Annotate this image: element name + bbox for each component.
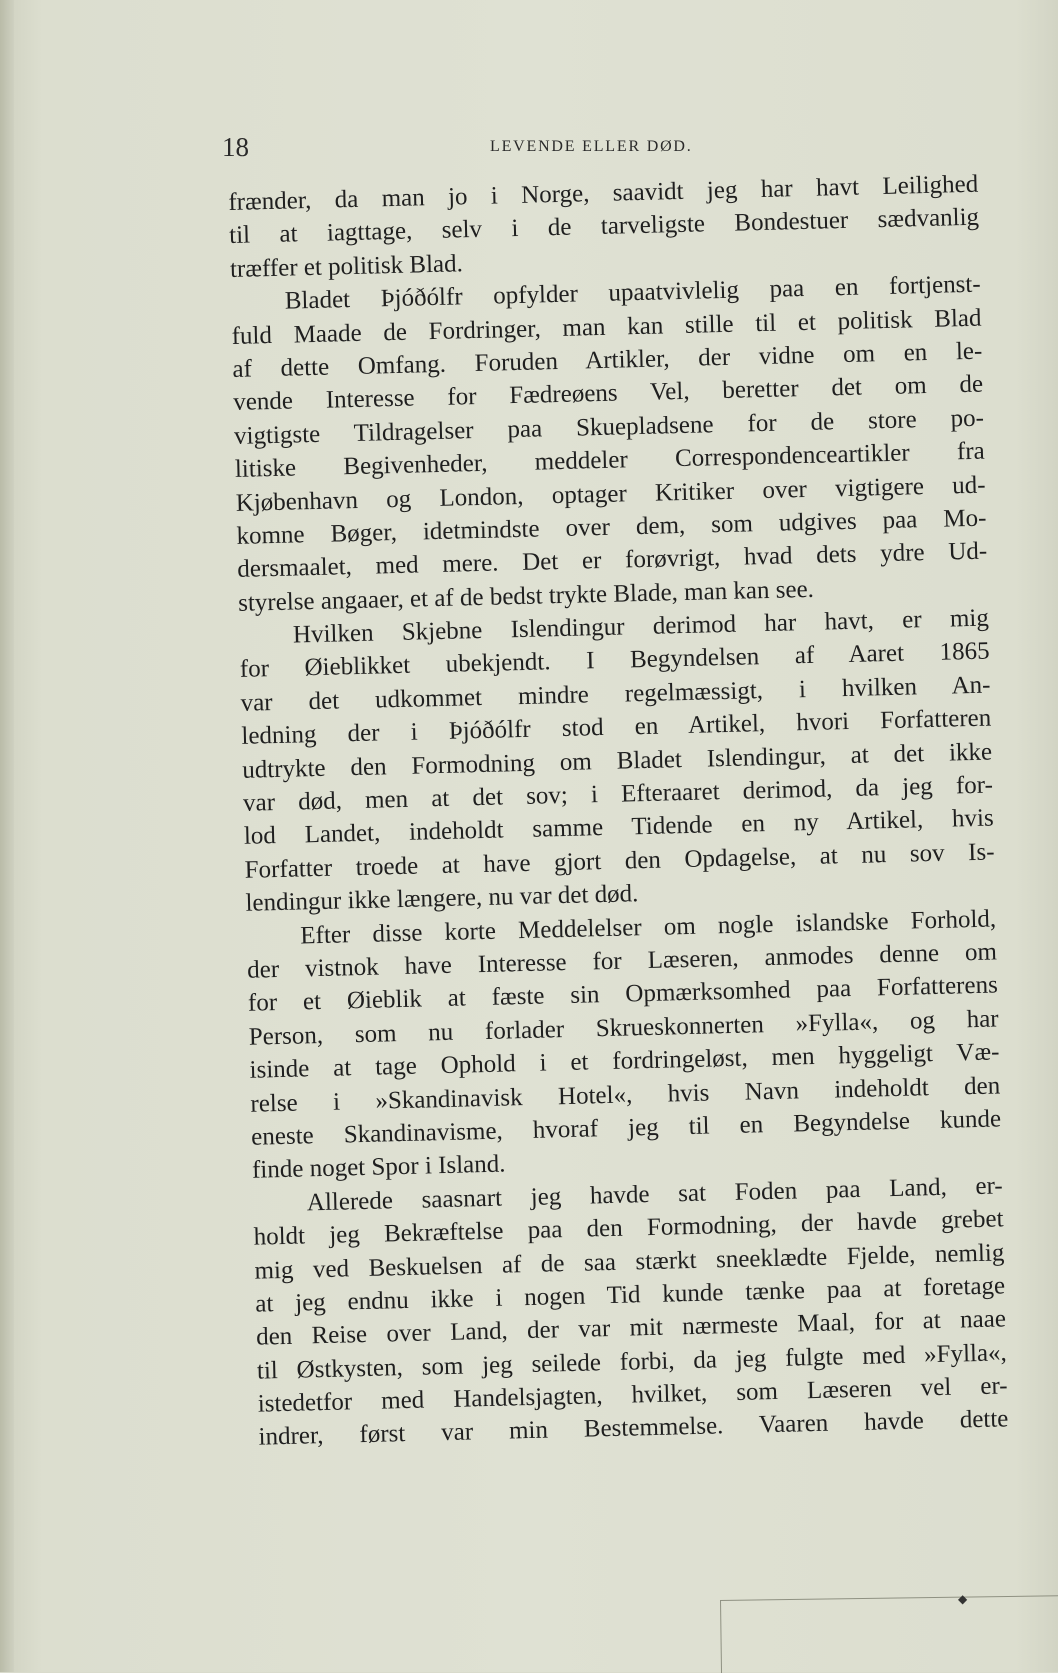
text-line: Bladet Þjóðólfr opfylder upaatvivlelig paa en fortjenst- <box>284 270 981 315</box>
text-line: litiske Begivenheder, meddeler Correspondenceartikler fra <box>234 437 986 484</box>
running-title: LEVENDE ELLER DØD. <box>490 138 693 155</box>
text-line: finde noget Spor i Island. <box>251 1150 506 1185</box>
running-header <box>222 130 982 170</box>
text-line: til at iagttage, selv i de tarveligste Bondestuer sædvanlig <box>228 204 980 250</box>
text-line: vende Interesse for Fædreøens Vel, beretter det om de <box>232 370 984 417</box>
text-line: til Østkysten, som jeg seilede forbi, da jeg fulgte med »Fylla«, <box>256 1338 1008 1385</box>
text-line: frænder, da man jo i Norge, saavidt jeg har havt Leilighed <box>228 170 979 216</box>
text-line: styrelse angaaer, et af de bedst trykte Blade, man kan see. <box>237 575 815 617</box>
text-line: den Reise over Land, der var mit nærmeste Maal, for at naae <box>255 1305 1007 1351</box>
text-line: udtrykte den Formodning om Bladet Islendingur, at det ikke <box>241 738 993 784</box>
text-line: for Øieblikket ubekjendt. I Begyndelsen af Aaret 1865 <box>239 638 990 684</box>
text-line: Kjøbenhavn og London, optager Kritiker over vigtigere ud- <box>235 471 986 517</box>
page-corner-rule <box>720 1595 1058 1673</box>
text-line: ledning der i Þjóðólfr stod en Artikel, hvori Forfatteren <box>241 704 992 751</box>
text-line: Person, som nu forlader Skrueskonnerten »Fylla«, og har <box>248 1005 999 1051</box>
text-line: var det udkommet mindre regelmæssigt, i hvilken An- <box>240 671 991 717</box>
text-line: relse i »Skandinavisk Hotel«, hvis Navn indeholdt den <box>250 1071 1001 1118</box>
text-line: var død, men at det sov; i Efteraaret derimod, da jeg for- <box>242 771 994 817</box>
text-line: holdt jeg Bekræftelse paa den Formodning, der havde grebet <box>253 1205 1004 1251</box>
text-line: Hvilken Skjebne Islendingur derimod har havt, er mig <box>292 604 990 649</box>
text-line: eneste Skandinavisme, hvoraf jeg til en Begyndelse kunde <box>250 1105 1002 1151</box>
text-line: komne Bøger, idetmindste over dem, som udgives paa Mo- <box>236 504 987 550</box>
text-line: Efter disse korte Meddelelser om nogle islandske Forhold, <box>300 905 997 950</box>
text-line: Allerede saasnart jeg havde sat Foden paa Land, er- <box>306 1172 1003 1217</box>
text-line: der vistnok have Interesse for Læseren, anmodes denne om <box>246 938 998 984</box>
page-number: 18 <box>222 132 249 162</box>
text-line: af dette Omfang. Foruden Artikler, der vidne om en le- <box>232 337 983 383</box>
text-line: lod Landet, indeholdt samme Tidende en ny Artikel, hvis <box>243 804 995 851</box>
text-line: lendingur ikke længere, nu var det død. <box>245 880 639 917</box>
text-line: fuld Maade de Fordringer, man kan stille til et politisk Blad <box>231 304 982 350</box>
text-line: vigtigste Tildragelser paa Skuepladsene for de store po- <box>233 404 985 450</box>
text-line: at jeg endnu ikke i nogen Tid kunde tænke paa at foretage <box>254 1272 1006 1318</box>
text-line: mig ved Beskuelsen af de saa stærkt sneeklædte Fjelde, nemlig <box>254 1238 1005 1285</box>
page-gutter-edge <box>0 0 14 1672</box>
text-line: Forfatter troede at have gjort den Opdagelse, at nu sov Is- <box>244 838 995 884</box>
text-line: isinde at tage Ophold i et fordringeløst, men hyggeligt Væ- <box>249 1038 1000 1084</box>
text-line: istedetfor med Handelsjagten, hvilket, som Læseren vel er- <box>257 1372 1008 1418</box>
ink-speck: ◆ <box>958 1592 968 1606</box>
text-line: dersmaalet, med mere. Det er forøvrigt, hvad dets ydre Ud- <box>237 537 988 584</box>
text-line: for et Øieblik at fæste sin Opmærksomhed paa Forfatterens <box>247 971 999 1018</box>
text-line: træffer et politisk Blad. <box>229 250 464 283</box>
text-line: indrer, først var min Bestemmelse. Vaaren havde dette <box>258 1405 1009 1452</box>
body-text <box>228 168 1009 1455</box>
